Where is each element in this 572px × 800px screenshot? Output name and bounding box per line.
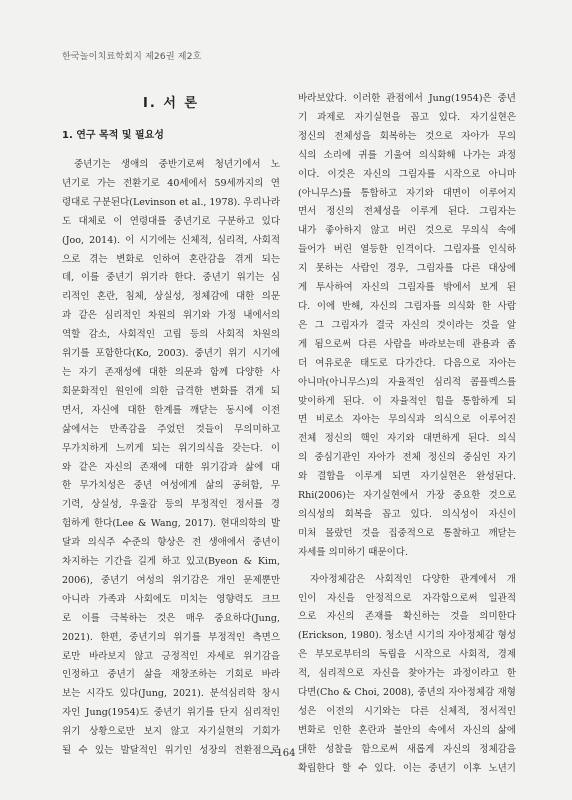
text-line: 기력, 상실성, 우울감 등의 부정적인 정서를 경 xyxy=(62,499,280,511)
text-line: 역할 감소, 사회적인 고립 등의 사회적 차원의 xyxy=(62,329,280,341)
text-line: 게 투사하여 자신의 그림자를 밖에서 보게 된 xyxy=(298,282,516,294)
text-line: 로 이를 극복하는 것은 매우 중요하다(Jung, xyxy=(62,612,280,624)
text-line: 데, 이를 중년기 위기라 한다. 중년기 위기는 심 xyxy=(62,272,280,284)
text-line: 중년기는 생애의 중반기로써 청년기에서 노 xyxy=(74,159,280,170)
text-line: 면서, 자신에 대한 한계를 깨닫는 동시에 이전 xyxy=(62,404,280,416)
text-line: 와 결합을 이루게 되면 자기실현은 완성된다. xyxy=(298,471,516,483)
text-line: 도 대체로 이 연령대를 중년기로 구분하고 있다 xyxy=(62,215,280,227)
text-line: Rhi(2006)는 자기실현에서 가장 중요한 것으로 xyxy=(298,490,516,502)
text-line: 삶에서는 만족감을 주었던 것들이 무의미하고 xyxy=(62,423,280,435)
text-line: 험하게 한다(Lee & Wang, 2017). 현대의학의 발 xyxy=(62,518,280,530)
text-line: 한 무가치성은 중년 여성에게 삶의 공허함, 무 xyxy=(62,480,280,492)
subsection-title: 1. 연구 목적 및 필요성 xyxy=(62,130,164,141)
text-line: 미처 몰랐던 것을 집중적으로 통찰하고 깨닫는 xyxy=(298,527,516,539)
text-line: 들어가 버린 열등한 인격이다. 그림자를 인식하 xyxy=(298,244,516,256)
text-line: 더 여유로운 태도로 다가간다. 다음으로 자아는 xyxy=(298,357,516,369)
text-line: 아니라 가족과 사회에도 미치는 영향력도 크므 xyxy=(62,593,280,605)
text-line: 아니마(아니무스)의 자율적인 심리적 콤플렉스를 xyxy=(298,376,516,388)
text-line: 될 수 있는 발달적인 위기인 성장의 전환점으로 xyxy=(62,745,280,757)
text-line: 령대로 구분된다(Levinson et al., 1978). 우리나라 xyxy=(62,196,281,208)
text-line: 자인 Jung(1954)도 중년기 위기를 단지 심리적인 xyxy=(62,707,280,719)
text-line: 확립한다 할 수 있다. 이는 중년기 이후 노년기 xyxy=(298,762,516,774)
journal-header: 한국놀이치료학회지 제26권 제2호 xyxy=(62,52,202,62)
text-line: 인이 자신을 안정적으로 자각함으로써 일관적 xyxy=(298,592,516,604)
text-line: 리적인 혼란, 침체, 상실성, 정체감에 대한 의문 xyxy=(62,291,280,303)
text-line: 년기로 가는 전환기로 40세에서 59세까지의 연 xyxy=(62,177,280,189)
text-line: 위기를 포함한다(Ko, 2003). 중년기 위기 시기에 xyxy=(62,348,280,360)
text-line: 다면(Cho & Choi, 2008), 중년의 자아정체감 재형 xyxy=(298,687,516,699)
text-line: 의식성의 회복을 꼽고 있다. 의식성이 자신이 xyxy=(298,508,516,520)
text-line: 적, 심리적으로 자신을 찾아가는 과정이라고 한 xyxy=(298,668,516,680)
text-line: 바라보았다. 이러한 관점에서 Jung(1954)은 중년 xyxy=(298,93,516,104)
text-line: 게 됨으로써 다른 사람을 바라보는데 관용과 좀 xyxy=(298,338,516,350)
text-line: 의 중심기관인 자아가 전체 정신의 중심인 자기 xyxy=(298,452,516,464)
text-line: 2006), 중년기 여성의 위기감은 개인 문제뿐만 xyxy=(62,574,280,586)
right-column-text xyxy=(298,90,516,779)
section-title: Ⅰ. 서 론 xyxy=(143,96,199,111)
text-line: 보는 시각도 있다(Jung, 2021). 분석심리학 창시 xyxy=(62,688,280,700)
text-line: 자세를 의미하기 때문이다. xyxy=(298,546,409,558)
text-line: 는 자기 존재성에 대한 의문과 함께 다양한 사 xyxy=(62,366,280,378)
text-line: 차지하는 기간을 길게 하고 있고(Byeon & Kim, xyxy=(62,556,280,568)
text-line: 회문화적인 원인에 의한 급격한 변화를 겪게 되 xyxy=(62,385,280,397)
text-line: 으로 자신의 존재를 확신하는 것을 의미한다 xyxy=(298,611,516,623)
text-line: 과 같은 심리적인 차원의 위기와 가정 내에서의 xyxy=(62,310,280,322)
text-line: 위기 상황으로만 보지 않고 자기실현의 기회가 xyxy=(62,726,280,738)
text-line: 성은 이전의 시기와는 다른 신체적, 정서적인 xyxy=(298,706,516,717)
text-line: 맞이하게 된다. 이 자율적인 힘을 통합하게 되 xyxy=(298,395,516,407)
text-line: 은 부모로부터의 독립을 시작으로 사회적, 경제 xyxy=(298,649,516,661)
paragraph-gap xyxy=(298,563,516,571)
text-line: 로만 바라보지 않고 긍정적인 자세로 위기감을 xyxy=(62,650,280,662)
text-line: 달과 의식주 수준의 향상은 전 생애에서 중년이 xyxy=(62,537,280,549)
text-line: 이다. 이것은 자신의 그림자를 시작으로 아니마 xyxy=(298,168,516,180)
text-line: 인정하고 중년기 삶을 재창조하는 기회로 바라 xyxy=(62,669,280,681)
text-line: 전체 정신의 핵인 자기와 대면하게 된다. 의식 xyxy=(298,433,516,445)
text-line: (아니무스)를 통합하고 자기와 대면이 이루어지 xyxy=(298,187,516,199)
text-line: 정신의 전체성을 회복하는 것으로 자아가 무의 xyxy=(298,130,516,142)
text-line: 2021). 한편, 중년기의 위기를 부정적인 측면으 xyxy=(62,631,280,643)
page-number: - 164 - xyxy=(269,748,303,759)
text-line: 면서 정신의 전체성을 이루게 된다. 그림자는 xyxy=(298,206,516,218)
text-line: 자아정체감은 사회적인 다양한 관계에서 개 xyxy=(310,573,516,585)
text-line: 면 비로소 자아는 무의식과 의식으로 이루어진 xyxy=(298,414,516,426)
text-line: 와 같은 자신의 존재에 대한 위기감과 삶에 대 xyxy=(62,461,280,473)
text-line: 지 못하는 사람인 경우, 그림자를 다른 대상에 xyxy=(298,263,516,275)
text-line: 대한 성찰을 함으로써 새롭게 자신의 정체감을 xyxy=(298,743,516,755)
left-column-text xyxy=(62,156,280,761)
text-line: (Erickson, 1980). 청소년 시기의 자아정체감 형성 xyxy=(298,630,516,642)
text-line: 식의 소리에 귀를 기울여 의식화해 나가는 과정 xyxy=(298,149,516,161)
text-line: 변화로 인한 혼란과 불안의 속에서 자신의 삶에 xyxy=(298,724,516,736)
text-line: 내가 좋아하지 않고 버린 것으로 무의식 속에 xyxy=(298,225,516,237)
text-line: 무가치하게 느끼게 되는 위기의식을 갖는다. 이 xyxy=(62,442,280,454)
text-line: 기 과제로 자기실현을 꼽고 있다. 자기실현은 xyxy=(298,111,516,123)
text-line: 으로 겪는 변화로 인하여 혼란감을 겪게 되는 xyxy=(62,253,280,265)
text-line: 은 그 그림자가 결국 자신의 것이라는 것을 알 xyxy=(298,319,516,331)
text-line: (Joo, 2014). 이 시기에는 신체적, 심리적, 사회적 xyxy=(62,234,280,246)
text-line: 다. 이에 반해, 자신의 그림자를 의식화 한 사람 xyxy=(298,300,516,312)
